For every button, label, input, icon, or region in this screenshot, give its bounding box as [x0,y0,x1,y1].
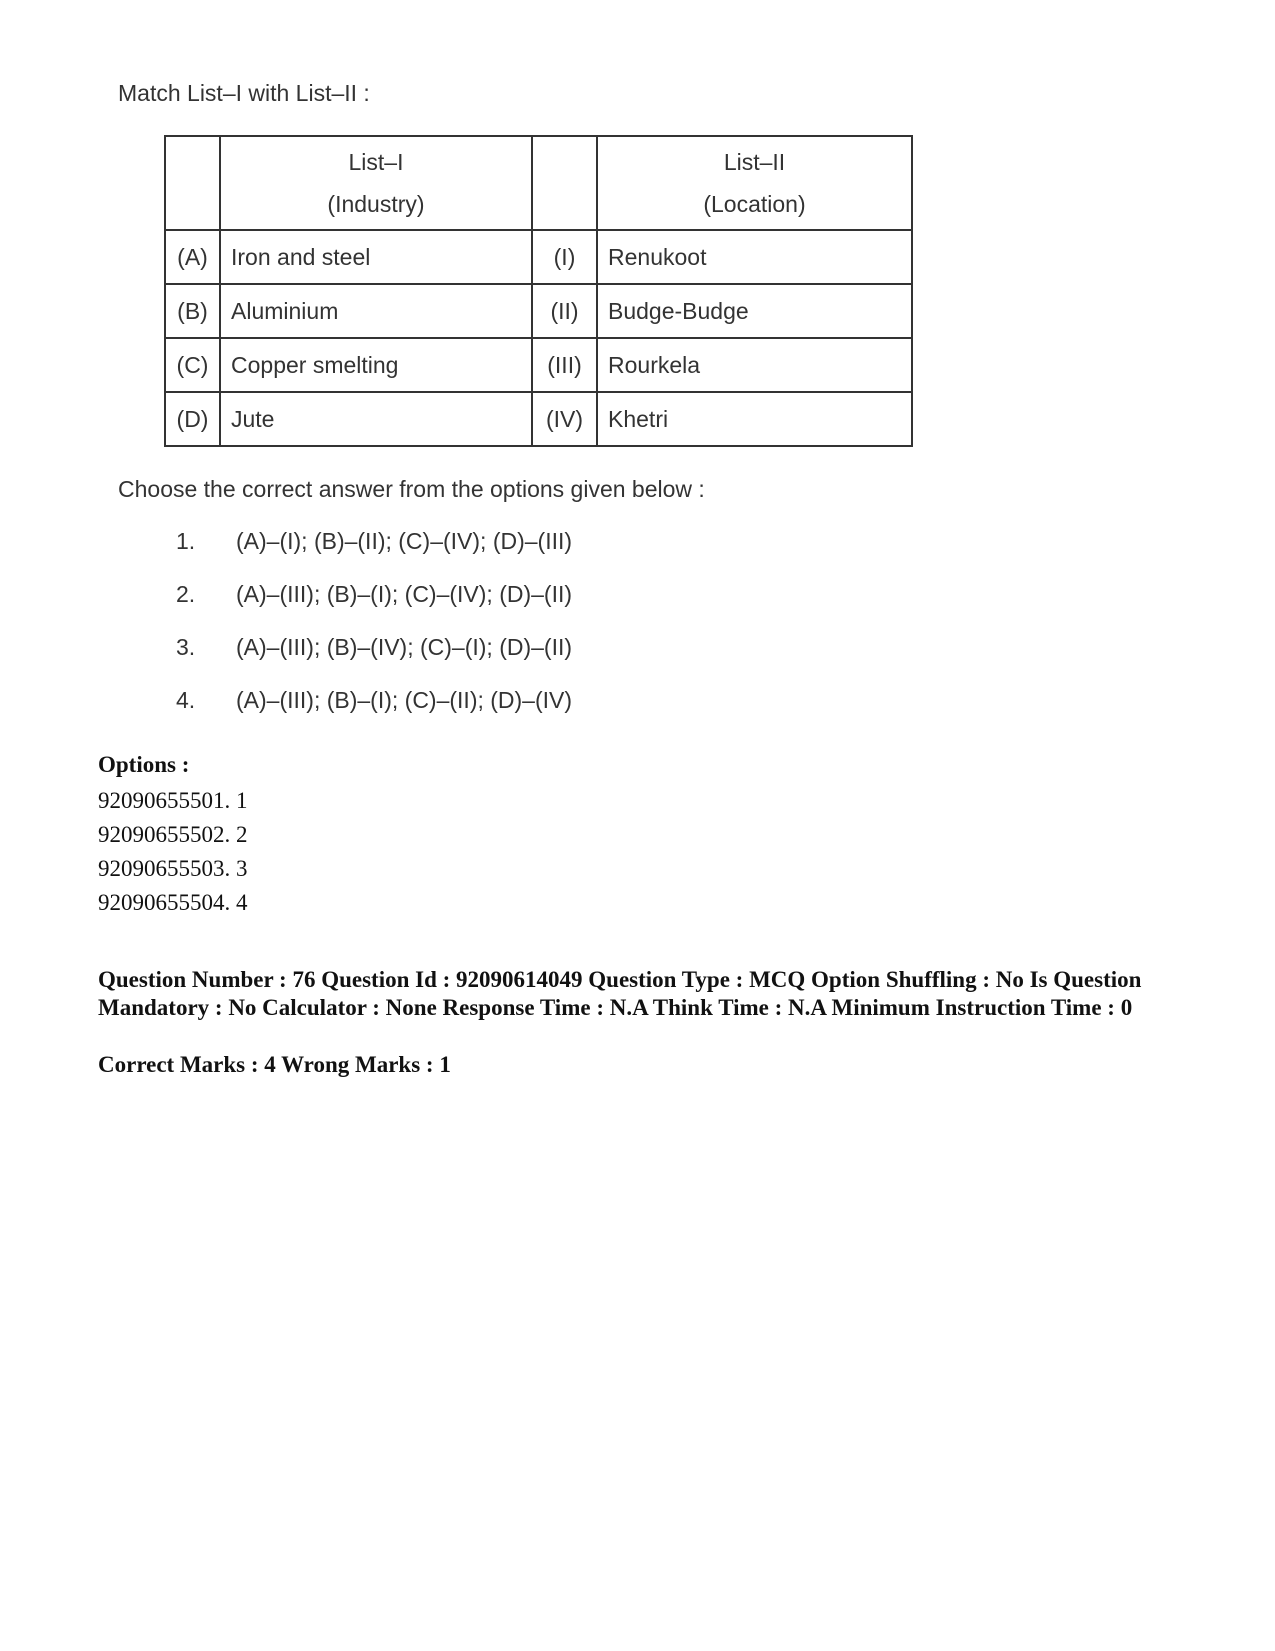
list2-item: Renukoot [597,230,912,284]
table-row [165,338,912,392]
match-table [164,135,913,447]
table-row [165,284,912,338]
list2-title: List–II [723,149,786,175]
answer-choice [176,634,572,687]
list1-key: (D) [165,392,220,446]
answer-choice [176,581,572,634]
option-item: 92090655504. 4 [98,890,248,915]
question-intro: Match List–I with List–II : [118,80,370,106]
header-empty-cell [532,136,597,230]
list2-key: (III) [532,338,597,392]
list1-key: (B) [165,284,220,338]
list1-key: (C) [165,338,220,392]
header-list1-cell [220,136,532,230]
choice-text: (A)–(III); (B)–(IV); (C)–(I); (D)–(II) [236,634,573,660]
choice-text: (A)–(III); (B)–(I); (C)–(IV); (D)–(II) [236,581,573,607]
option-item: 92090655503. 3 [98,856,248,881]
choice-number: 2. [176,581,196,607]
list1-item: Aluminium [220,284,532,338]
list1-item: Jute [220,392,532,446]
choice-number: 1. [176,528,196,554]
list2-key: (II) [532,284,597,338]
list2-item: Khetri [597,392,912,446]
options-block [98,752,248,920]
table-row [165,392,912,446]
list1-title: List–I [348,149,404,175]
option-item: 92090655502. 2 [98,822,248,847]
list2-subtitle: (Location) [703,191,806,217]
list1-item: Iron and steel [220,230,532,284]
list1-item: Copper smelting [220,338,532,392]
list2-key: (IV) [532,392,597,446]
question-meta: Question Number : 76 Question Id : 92090614049 Question Type : MCQ Option Shuffling : No Is Question Mandatory : No Calculator : None Response Time : N.A Think Time : N.A Minimum Instruction Time : 0 [98,967,1142,1020]
list2-item: Rourkela [597,338,912,392]
choice-text: (A)–(I); (B)–(II); (C)–(IV); (D)–(III) [236,528,573,554]
choice-number: 4. [176,687,196,713]
choice-text: (A)–(III); (B)–(I); (C)–(II); (D)–(IV) [236,687,573,713]
choose-instruction: Choose the correct answer from the options given below : [118,476,705,502]
header-list2-cell [597,136,912,230]
list2-key: (I) [532,230,597,284]
header-empty-cell [165,136,220,230]
answer-choice [176,528,572,581]
list1-key: (A) [165,230,220,284]
option-item: 92090655501. 1 [98,788,248,813]
list2-item: Budge-Budge [597,284,912,338]
options-title: Options : [98,752,190,777]
table-row [165,230,912,284]
answer-choice [176,687,572,740]
answer-choices [176,528,572,740]
table-header-row [165,136,912,230]
list1-subtitle: (Industry) [327,191,425,217]
choice-number: 3. [176,634,196,660]
question-marks: Correct Marks : 4 Wrong Marks : 1 [98,1052,451,1077]
